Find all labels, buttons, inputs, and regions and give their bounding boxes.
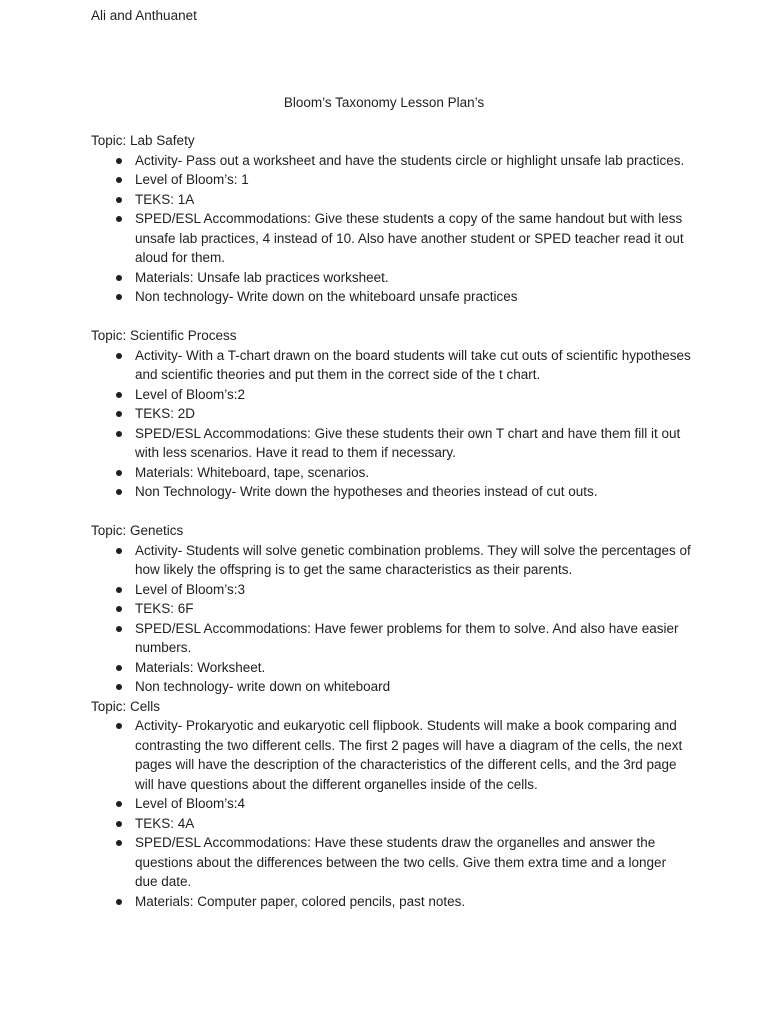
list-item: [91, 385, 691, 405]
bullet-icon: [116, 216, 122, 222]
list-item-text: Activity- Students will solve genetic combination problems. They will solve the percentages of how likely the offspring is to get the same characteristics as their parents.: [135, 542, 691, 577]
list-item-text: Non technology- Write down on the whiteboard unsafe practices: [135, 289, 518, 304]
topic-heading: Topic: Lab Safety: [91, 133, 195, 148]
topic-heading: Topic: Genetics: [91, 523, 184, 538]
list-item: [91, 209, 691, 268]
list-item-text: SPED/ESL Accommodations: Have these students draw the organelles and answer the questions about the differences between the two cells. Give them extra time and a longer due date.: [135, 835, 667, 889]
list-item: [91, 346, 691, 385]
list-item: [91, 833, 691, 892]
list-item-text: SPED/ESL Accommodations: Give these students a copy of the same handout but with less unsafe lab practices, 4 instead of 10. Also have another student or SPED teacher read it out aloud for them.: [135, 211, 684, 265]
list-item-text: SPED/ESL Accommodations: Give these students their own T chart and have them fill it out with less scenarios. Have it read to them if necessary.: [135, 425, 681, 460]
list-item: [91, 541, 691, 580]
list-item-text: Materials: Worksheet.: [135, 659, 266, 675]
bullet-icon: [116, 821, 122, 827]
list-item: [91, 482, 691, 502]
bullet-icon: [116, 840, 122, 846]
bullet-icon: [116, 587, 122, 593]
list-item-text: Non technology- write down on whiteboard: [135, 679, 391, 694]
bullet-list: [91, 151, 691, 307]
list-item-text: TEKS: 6F: [135, 601, 194, 616]
list-item: [91, 268, 691, 288]
list-item-text: Non Technology- Write down the hypotheses and theories instead of cut outs.: [135, 484, 598, 499]
list-item: [91, 424, 691, 463]
bullet-list: [91, 541, 691, 697]
list-item-text: Activity- With a T-chart drawn on the board students will take cut outs of scientific hypotheses and scientific theories and put them in the correct side of the t chart.: [135, 347, 691, 382]
list-item: [91, 658, 691, 678]
bullet-icon: [116, 275, 122, 281]
bullet-icon: [116, 801, 122, 807]
list-item-text: Materials: Unsafe lab practices worksheet.: [135, 269, 389, 285]
list-item: [91, 287, 691, 307]
list-item: [91, 599, 691, 619]
topic-section: [91, 697, 691, 912]
bullet-icon: [116, 899, 122, 905]
document-title: Bloom’s Taxonomy Lesson Plan’s: [283, 95, 485, 110]
list-item: [91, 580, 691, 600]
list-item: [91, 716, 691, 794]
topic-heading: Topic: Scientific Process: [91, 328, 237, 343]
list-item-text: SPED/ESL Accommodations: Have fewer problems for them to solve. And also have easier numbers.: [135, 620, 679, 655]
topic-section: [91, 521, 691, 697]
list-item: [91, 794, 691, 814]
list-item-text: Level of Bloom’s:4: [135, 796, 246, 811]
bullet-icon: [116, 606, 122, 612]
list-item-text: TEKS: 4A: [135, 815, 195, 831]
bullet-icon: [116, 665, 122, 671]
list-item-text: Materials: Computer paper, colored pencils, past notes.: [135, 893, 466, 909]
document-body: [91, 131, 691, 911]
author-names: Ali and Anthuanet: [91, 8, 197, 23]
bullet-icon: [116, 489, 122, 495]
list-item: [91, 151, 691, 171]
bullet-icon: [116, 626, 122, 632]
bullet-list: [91, 346, 691, 502]
list-item: [91, 892, 691, 912]
bullet-icon: [116, 177, 122, 183]
list-item-text: Level of Bloom’s: 1: [135, 172, 249, 187]
list-item: [91, 190, 691, 210]
bullet-icon: [116, 411, 122, 417]
topic-section: [91, 131, 691, 307]
bullet-icon: [116, 294, 122, 300]
list-item-text: Activity- Pass out a worksheet and have the students circle or highlight unsafe lab practices.: [135, 152, 685, 168]
list-item-text: TEKS: 2D: [135, 406, 196, 421]
bullet-icon: [116, 392, 122, 398]
bullet-icon: [116, 548, 122, 554]
list-item: [91, 814, 691, 834]
bullet-icon: [116, 470, 122, 476]
topic-heading: Topic: Cells: [91, 698, 161, 714]
list-item: [91, 619, 691, 658]
list-item: [91, 463, 691, 483]
list-item-text: Level of Bloom’s:3: [135, 581, 246, 597]
bullet-icon: [116, 158, 122, 164]
topic-section: [91, 326, 691, 502]
bullet-icon: [116, 723, 122, 729]
list-item-text: Activity- Prokaryotic and eukaryotic cell flipbook. Students will make a book comparing and contrasting the two different cells. The first 2 pages will have a diagram of the cells, the next pages will have the description of the characteristics of the different cells, and the 3rd page will have questions about the different organelles inside of the cells.: [135, 718, 683, 792]
list-item-text: TEKS: 1A: [135, 191, 195, 207]
bullet-icon: [116, 684, 122, 690]
bullet-list: [91, 716, 691, 911]
bullet-icon: [116, 431, 122, 437]
list-item: [91, 404, 691, 424]
bullet-icon: [116, 197, 122, 203]
list-item-text: Materials: Whiteboard, tape, scenarios.: [135, 464, 370, 480]
list-item: [91, 677, 691, 697]
list-item-text: Level of Bloom’s:2: [135, 386, 246, 402]
bullet-icon: [116, 353, 122, 359]
list-item: [91, 170, 691, 190]
